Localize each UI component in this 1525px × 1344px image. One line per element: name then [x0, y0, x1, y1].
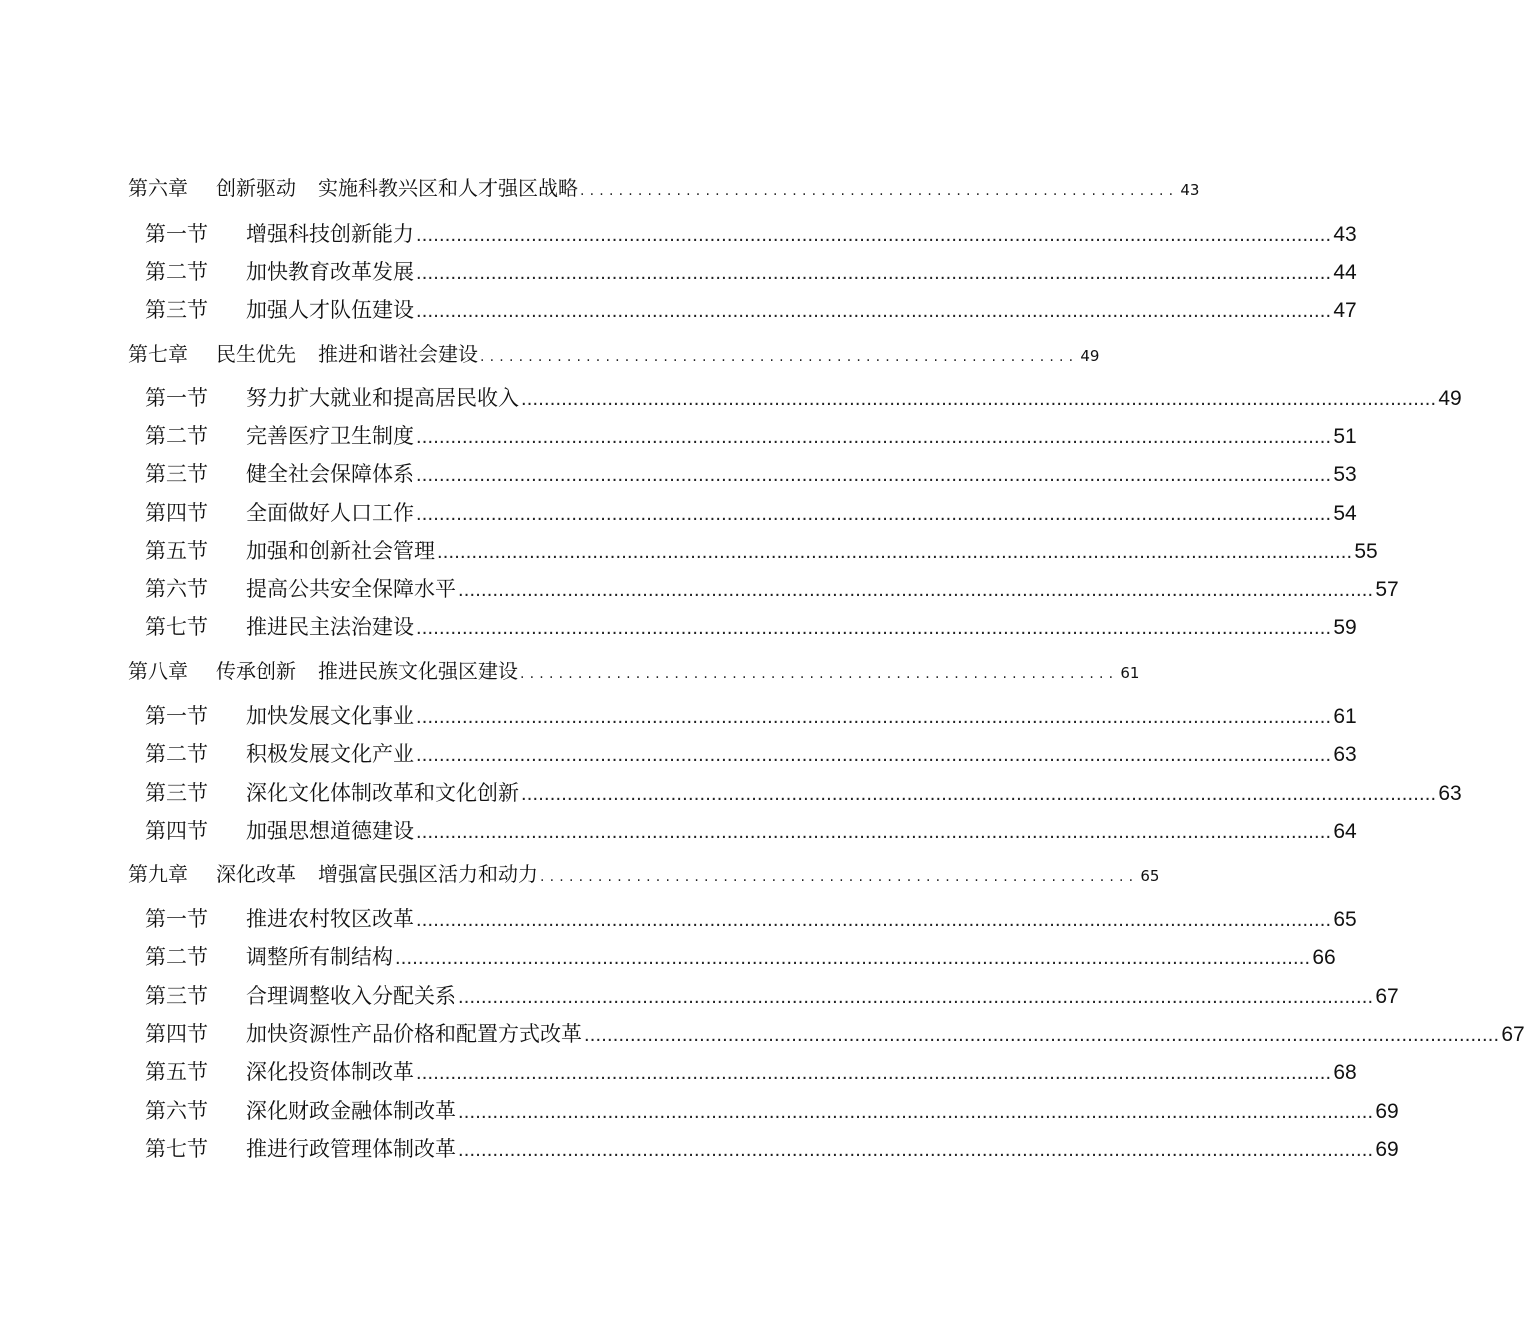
- section-number: 第七节: [145, 1137, 208, 1161]
- chapter-title: 传承创新 推进民族文化强区建设: [216, 659, 518, 683]
- page-number: 59: [1333, 616, 1357, 639]
- dot-leader: ...............................................................................................................................................................: [416, 744, 1332, 766]
- dot-leader: ...............................................................................................................................................................: [416, 706, 1332, 728]
- dot-leader: ...............................................................................................................................................................: [416, 821, 1332, 843]
- section-number: 第一节: [145, 222, 208, 246]
- toc-section[interactable]: [145, 778, 1462, 808]
- toc-section[interactable]: [145, 612, 1357, 642]
- toc-section[interactable]: [145, 904, 1357, 934]
- chapter-number: 第八章: [128, 659, 188, 683]
- page-number: 65: [1333, 908, 1357, 931]
- chapter-number: 第九章: [128, 862, 188, 886]
- section-number: 第六节: [145, 1099, 208, 1123]
- toc-section[interactable]: [145, 459, 1357, 489]
- section-number: 第一节: [145, 907, 208, 931]
- section-number: 第二节: [145, 945, 208, 969]
- section-number: 第二节: [145, 260, 208, 284]
- page-number: 54: [1333, 502, 1357, 525]
- section-number: 第七节: [145, 615, 208, 639]
- page-number: 55: [1354, 540, 1378, 563]
- chapter-title: 深化改革 增强富民强区活力和动力: [216, 862, 538, 886]
- toc-chapter-9[interactable]: [128, 859, 1160, 889]
- section-title: 加快发展文化事业: [246, 704, 414, 728]
- page-number: 53: [1333, 463, 1357, 486]
- section-title: 加快教育改革发展: [246, 260, 414, 284]
- page-number: 69: [1375, 1138, 1399, 1161]
- dot-leader: ...............................................................................................................................................................: [458, 986, 1374, 1008]
- section-number: 第五节: [145, 1060, 208, 1084]
- section-title: 努力扩大就业和提高居民收入: [246, 386, 519, 410]
- section-number: 第一节: [145, 386, 208, 410]
- toc-section[interactable]: [145, 739, 1357, 769]
- page-number: 43: [1180, 181, 1200, 199]
- page-number: 61: [1333, 705, 1357, 728]
- section-title: 加强思想道德建设: [246, 819, 414, 843]
- chapter-title: 创新驱动 实施科教兴区和人才强区战略: [216, 176, 578, 200]
- dot-leader: ...............................................................................................................................................................: [416, 426, 1332, 448]
- toc-chapter-8[interactable]: [128, 656, 1140, 686]
- page-number: 44: [1333, 261, 1357, 284]
- toc-section[interactable]: [145, 295, 1357, 325]
- section-title: 加快资源性产品价格和配置方式改革: [246, 1022, 582, 1046]
- page-number: 64: [1333, 820, 1357, 843]
- section-title: 加强人才队伍建设: [246, 298, 414, 322]
- section-number: 第六节: [145, 577, 208, 601]
- page-number: 57: [1375, 578, 1399, 601]
- dot-leader: ...............................................................................................................................................................: [458, 1101, 1374, 1123]
- chapter-title: 民生优先 推进和谐社会建设: [216, 342, 478, 366]
- section-title: 积极发展文化产业: [246, 742, 414, 766]
- page-number: 47: [1333, 299, 1357, 322]
- section-title: 调整所有制结构: [246, 945, 393, 969]
- section-number: 第三节: [145, 781, 208, 805]
- section-title: 健全社会保障体系: [246, 462, 414, 486]
- dot-leader: ...............................................................................................................................................................: [395, 947, 1311, 969]
- section-title: 提高公共安全保障水平: [246, 577, 456, 601]
- page-number: 67: [1375, 985, 1399, 1008]
- section-number: 第三节: [145, 462, 208, 486]
- dot-leader: ...............................................................................................................................................................: [416, 909, 1332, 931]
- page-number: 49: [1080, 347, 1100, 365]
- toc-section[interactable]: [145, 816, 1357, 846]
- dot-leader: ..............................................................: [540, 869, 1139, 885]
- toc-section[interactable]: [145, 574, 1399, 604]
- toc-section[interactable]: [145, 981, 1399, 1011]
- page-number: 68: [1333, 1061, 1357, 1084]
- toc-section[interactable]: [145, 421, 1357, 451]
- dot-leader: ...............................................................................................................................................................: [521, 388, 1437, 410]
- section-title: 深化投资体制改革: [246, 1060, 414, 1084]
- page-number: 66: [1312, 946, 1336, 969]
- dot-leader: ...............................................................................................................................................................: [416, 224, 1332, 246]
- section-title: 完善医疗卫生制度: [246, 424, 414, 448]
- section-number: 第四节: [145, 1022, 208, 1046]
- dot-leader: ...............................................................................................................................................................: [416, 262, 1332, 284]
- section-number: 第三节: [145, 984, 208, 1008]
- toc-section[interactable]: [145, 942, 1336, 972]
- dot-leader: ...............................................................................................................................................................: [416, 1062, 1332, 1084]
- dot-leader: ...............................................................................................................................................................: [458, 1139, 1374, 1161]
- dot-leader: ...............................................................................................................................................................: [584, 1024, 1500, 1046]
- dot-leader: ...............................................................................................................................................................: [416, 464, 1332, 486]
- page-number: 63: [1438, 782, 1462, 805]
- section-number: 第四节: [145, 501, 208, 525]
- toc-section[interactable]: [145, 701, 1357, 731]
- toc-section[interactable]: [145, 1019, 1525, 1049]
- dot-leader: ...............................................................................................................................................................: [521, 783, 1437, 805]
- dot-leader: ...............................................................................................................................................................: [416, 300, 1332, 322]
- toc-section[interactable]: [145, 219, 1357, 249]
- section-number: 第一节: [145, 704, 208, 728]
- chapter-number: 第七章: [128, 342, 188, 366]
- page-number: 65: [1140, 867, 1160, 885]
- page-number: 67: [1501, 1023, 1525, 1046]
- section-number: 第三节: [145, 298, 208, 322]
- section-title: 深化财政金融体制改革: [246, 1099, 456, 1123]
- section-title: 推进行政管理体制改革: [246, 1137, 456, 1161]
- toc-section[interactable]: [145, 257, 1357, 287]
- toc-chapter-6[interactable]: [128, 173, 1200, 203]
- dot-leader: ...............................................................................................................................................................: [416, 617, 1332, 639]
- toc-section[interactable]: [145, 536, 1378, 566]
- section-number: 第五节: [145, 539, 208, 563]
- dot-leader: ...............................................................................................................................................................: [437, 541, 1353, 563]
- page-number: 63: [1333, 743, 1357, 766]
- page-number: 69: [1375, 1100, 1399, 1123]
- dot-leader: ..............................................................: [520, 666, 1119, 682]
- section-title: 推进农村牧区改革: [246, 907, 414, 931]
- section-title: 全面做好人口工作: [246, 501, 414, 525]
- section-title: 合理调整收入分配关系: [246, 984, 456, 1008]
- toc-section[interactable]: [145, 498, 1357, 528]
- section-title: 加强和创新社会管理: [246, 539, 435, 563]
- dot-leader: ...............................................................................................................................................................: [416, 503, 1332, 525]
- section-number: 第二节: [145, 742, 208, 766]
- toc-chapter-7[interactable]: [128, 339, 1100, 369]
- page-number: 51: [1333, 425, 1357, 448]
- dot-leader: ..............................................................: [580, 183, 1179, 199]
- dot-leader: ..............................................................: [480, 349, 1079, 365]
- page-number: 61: [1120, 664, 1140, 682]
- section-title: 深化文化体制改革和文化创新: [246, 781, 519, 805]
- toc-section[interactable]: [145, 1096, 1399, 1126]
- section-number: 第四节: [145, 819, 208, 843]
- toc-section[interactable]: [145, 1134, 1399, 1164]
- toc-section[interactable]: [145, 383, 1462, 413]
- chapter-number: 第六章: [128, 176, 188, 200]
- toc-section[interactable]: [145, 1057, 1357, 1087]
- section-title: 增强科技创新能力: [246, 222, 414, 246]
- section-title: 推进民主法治建设: [246, 615, 414, 639]
- section-number: 第二节: [145, 424, 208, 448]
- dot-leader: ...............................................................................................................................................................: [458, 579, 1374, 601]
- page-number: 43: [1333, 223, 1357, 246]
- page-number: 49: [1438, 387, 1462, 410]
